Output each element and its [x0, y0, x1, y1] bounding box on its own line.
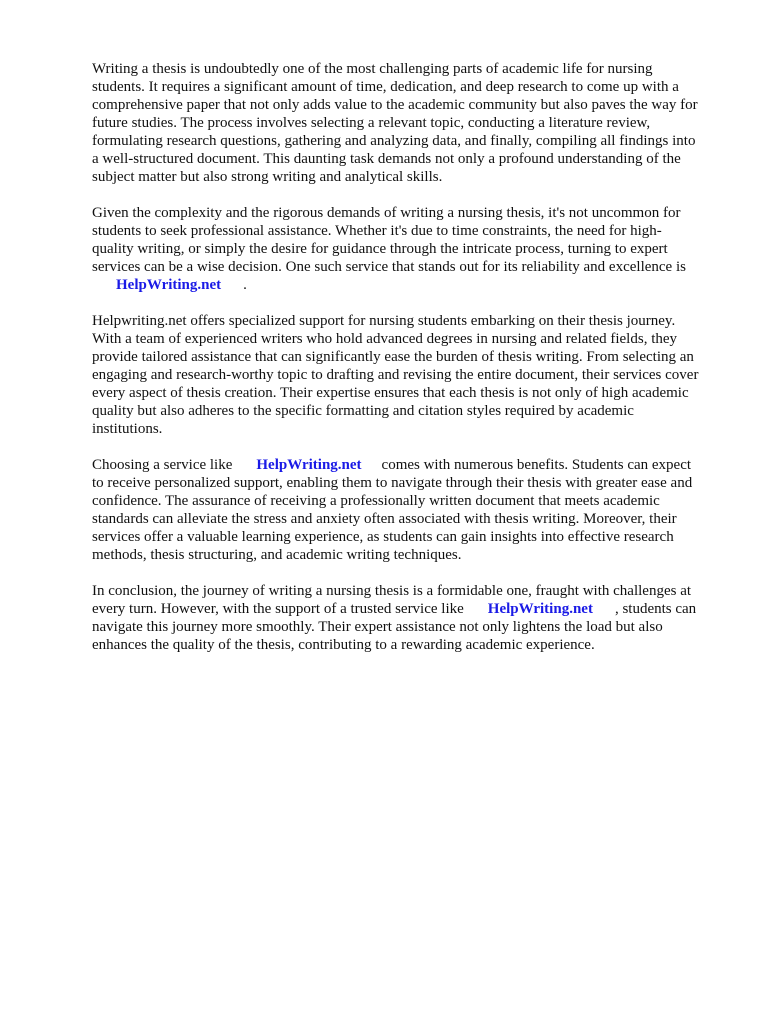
- text-line: Writing a thesis is undoubtedly one of the most challenging parts of academic life for nursing: [92, 61, 653, 77]
- paragraph-assistance: [92, 204, 722, 294]
- document-body: [92, 60, 722, 654]
- text-line: [92, 276, 722, 294]
- text-fragment: comes with numerous benefits. Students can expect: [381, 457, 692, 473]
- paragraph-benefits: [92, 456, 722, 564]
- text-line: Given the complexity and the rigorous demands of writing a nursing thesis, it's not uncommon for: [92, 205, 681, 221]
- text-fragment: every turn. However, with the support of a trusted service like: [92, 601, 464, 617]
- text-line: future studies. The process involves selecting a relevant topic, conducting a literature review,: [92, 115, 651, 131]
- text-line: engaging and research-worthy topic to drafting and revising the entire document, their services cover: [92, 367, 699, 383]
- text-line: [92, 600, 722, 618]
- paragraph-intro: [92, 60, 722, 186]
- text-line: services can be a wise decision. One such service that stands out for its reliability and excellence is: [92, 259, 686, 275]
- text-line: every aspect of thesis creation. Their expertise ensures that each thesis is not only of high academic: [92, 385, 689, 401]
- text-fragment: .: [243, 277, 247, 293]
- text-line: students to seek professional assistance. Whether it's due to time constraints, the need for high-: [92, 223, 662, 239]
- text-fragment: , students can: [614, 601, 697, 617]
- helpwriting-link[interactable]: HelpWriting.net: [487, 601, 593, 617]
- text-line: a well-structured document. This daunting task demands not only a profound understanding of the: [92, 151, 681, 167]
- text-line: Helpwriting.net offers specialized support for nursing students embarking on their thesis journey.: [92, 313, 676, 329]
- text-line: navigate this journey more smoothly. Their expert assistance not only lightens the load but also: [92, 619, 663, 635]
- helpwriting-link[interactable]: HelpWriting.net: [116, 277, 222, 293]
- paragraph-service: [92, 312, 722, 438]
- text-line: methods, thesis structuring, and academic writing techniques.: [92, 547, 462, 563]
- text-line: [92, 456, 722, 474]
- text-line: to receive personalized support, enabling them to navigate through their thesis with greater ease and: [92, 475, 693, 491]
- paragraph-conclusion: [92, 582, 722, 654]
- helpwriting-link[interactable]: HelpWriting.net: [256, 457, 362, 473]
- text-line: quality but also adheres to the specific formatting and citation styles required by academic: [92, 403, 634, 419]
- text-line: formulating research questions, gathering and analyzing data, and finally, compiling all findings into: [92, 133, 696, 149]
- text-line: enhances the quality of the thesis, contributing to a rewarding academic experience.: [92, 637, 595, 653]
- text-line: confidence. The assurance of receiving a professionally written document that meets academic: [92, 493, 660, 509]
- text-line: standards can alleviate the stress and anxiety often associated with thesis writing. Moreover, their: [92, 511, 677, 527]
- text-line: subject matter but also strong writing and analytical skills.: [92, 169, 443, 185]
- text-line: provide tailored assistance that can significantly ease the burden of thesis writing. From selecting an: [92, 349, 694, 365]
- text-line: comprehensive paper that not only adds value to the academic community but also paves the way for: [92, 97, 698, 113]
- text-line: students. It requires a significant amount of time, dedication, and deep research to come up with a: [92, 79, 679, 95]
- text-line: In conclusion, the journey of writing a nursing thesis is a formidable one, fraught with challenges at: [92, 583, 692, 599]
- text-line: institutions.: [92, 421, 163, 437]
- text-line: With a team of experienced writers who hold advanced degrees in nursing and related fields, they: [92, 331, 678, 347]
- text-line: quality writing, or simply the desire for guidance through the intricate process, turning to expert: [92, 241, 668, 257]
- text-fragment: Choosing a service like: [92, 457, 233, 473]
- text-line: services offer a valuable learning experience, as students can gain insights into effective research: [92, 529, 674, 545]
